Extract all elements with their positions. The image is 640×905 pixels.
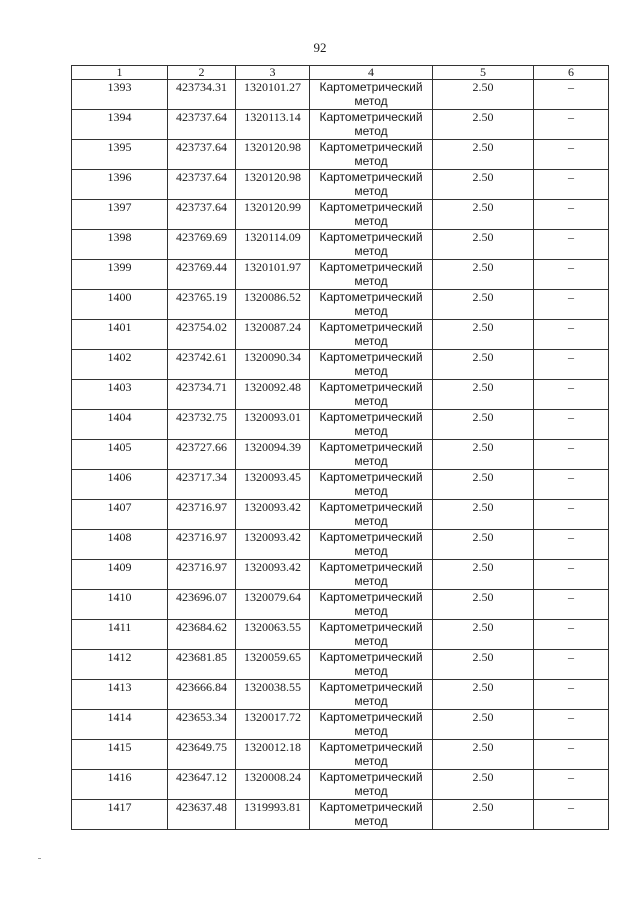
note-cell: – [534,620,609,650]
method-line-2: метод [354,484,388,498]
point-number-cell: 1412 [72,650,168,680]
method-line-1: Картометрический [319,530,423,544]
method-line-1: Картометрический [319,140,423,154]
x-coordinate-cell: 423666.84 [168,680,236,710]
point-number-cell: 1404 [72,410,168,440]
note-cell: – [534,740,609,770]
note-cell: – [534,80,609,110]
point-number-cell: 1399 [72,260,168,290]
method-line-1: Картометрический [319,380,423,394]
method-line-1: Картометрический [319,590,423,604]
method-cell [310,740,433,770]
table-row [72,290,609,320]
note-cell: – [534,200,609,230]
point-number-cell: 1395 [72,140,168,170]
point-number-cell: 1411 [72,620,168,650]
accuracy-cell: 2.50 [433,140,534,170]
note-cell: – [534,290,609,320]
point-number-cell: 1396 [72,170,168,200]
method-line-2: метод [354,814,388,828]
note-cell: – [534,380,609,410]
accuracy-cell: 2.50 [433,170,534,200]
method-cell [310,200,433,230]
column-header: 4 [310,66,433,80]
method-cell [310,770,433,800]
table-row [72,350,609,380]
note-cell: – [534,770,609,800]
point-number-cell: 1400 [72,290,168,320]
x-coordinate-cell: 423737.64 [168,170,236,200]
point-number-cell: 1413 [72,680,168,710]
x-coordinate-cell: 423647.12 [168,770,236,800]
table-row [72,110,609,140]
x-coordinate-cell: 423727.66 [168,440,236,470]
point-number-cell: 1405 [72,440,168,470]
point-number-cell: 1408 [72,530,168,560]
y-coordinate-cell: 1320120.98 [236,170,310,200]
accuracy-cell: 2.50 [433,530,534,560]
note-cell: – [534,350,609,380]
note-cell: – [534,140,609,170]
method-line-1: Картометрический [319,620,423,634]
table-row [72,470,609,500]
accuracy-cell: 2.50 [433,290,534,320]
method-line-2: метод [354,514,388,528]
coordinates-table [71,65,609,830]
table-row [72,770,609,800]
method-cell [310,380,433,410]
method-line-2: метод [354,544,388,558]
y-coordinate-cell: 1320094.39 [236,440,310,470]
point-number-cell: 1410 [72,590,168,620]
y-coordinate-cell: 1320093.42 [236,530,310,560]
method-line-2: метод [354,364,388,378]
x-coordinate-cell: 423754.02 [168,320,236,350]
x-coordinate-cell: 423734.71 [168,380,236,410]
x-coordinate-cell: 423653.34 [168,710,236,740]
method-line-1: Картометрический [319,170,423,184]
table-row [72,200,609,230]
y-coordinate-cell: 1320093.01 [236,410,310,440]
table-row [72,590,609,620]
column-header: 6 [534,66,609,80]
method-line-1: Картометрический [319,470,423,484]
table-row [72,530,609,560]
method-line-2: метод [354,604,388,618]
y-coordinate-cell: 1320113.14 [236,110,310,140]
point-number-cell: 1402 [72,350,168,380]
method-cell [310,110,433,140]
method-line-1: Картометрический [319,680,423,694]
method-line-2: метод [354,124,388,138]
x-coordinate-cell: 423734.31 [168,80,236,110]
note-cell: – [534,470,609,500]
method-line-2: метод [354,154,388,168]
x-coordinate-cell: 423732.75 [168,410,236,440]
method-line-1: Картометрический [319,650,423,664]
method-cell [310,260,433,290]
method-line-2: метод [354,574,388,588]
y-coordinate-cell: 1320063.55 [236,620,310,650]
y-coordinate-cell: 1319993.81 [236,800,310,830]
method-line-1: Картометрический [319,800,423,814]
method-line-1: Картометрический [319,290,423,304]
method-line-1: Картометрический [319,500,423,514]
point-number-cell: 1415 [72,740,168,770]
point-number-cell: 1414 [72,710,168,740]
method-cell [310,620,433,650]
x-coordinate-cell: 423684.62 [168,620,236,650]
note-cell: – [534,320,609,350]
table-row [72,380,609,410]
x-coordinate-cell: 423769.69 [168,230,236,260]
accuracy-cell: 2.50 [433,350,534,380]
method-cell [310,530,433,560]
note-cell: – [534,230,609,260]
method-line-2: метод [354,664,388,678]
accuracy-cell: 2.50 [433,200,534,230]
table-row [72,260,609,290]
method-line-1: Картометрический [319,230,423,244]
method-cell [310,140,433,170]
x-coordinate-cell: 423765.19 [168,290,236,320]
table-row [72,620,609,650]
table-row [72,170,609,200]
note-cell: – [534,560,609,590]
accuracy-cell: 2.50 [433,800,534,830]
y-coordinate-cell: 1320079.64 [236,590,310,620]
x-coordinate-cell: 423681.85 [168,650,236,680]
accuracy-cell: 2.50 [433,470,534,500]
accuracy-cell: 2.50 [433,740,534,770]
y-coordinate-cell: 1320093.42 [236,500,310,530]
method-line-2: метод [354,724,388,738]
method-cell [310,80,433,110]
accuracy-cell: 2.50 [433,110,534,140]
y-coordinate-cell: 1320093.45 [236,470,310,500]
accuracy-cell: 2.50 [433,440,534,470]
method-line-2: метод [354,94,388,108]
point-number-cell: 1417 [72,800,168,830]
method-line-1: Картометрический [319,200,423,214]
x-coordinate-cell: 423716.97 [168,560,236,590]
method-cell [310,320,433,350]
x-coordinate-cell: 423716.97 [168,500,236,530]
note-cell: – [534,650,609,680]
table-row [72,710,609,740]
y-coordinate-cell: 1320008.24 [236,770,310,800]
y-coordinate-cell: 1320012.18 [236,740,310,770]
method-line-2: метод [354,784,388,798]
table-row [72,320,609,350]
method-cell [310,710,433,740]
table-header-row [72,66,609,80]
note-cell: – [534,170,609,200]
note-cell: – [534,590,609,620]
y-coordinate-cell: 1320114.09 [236,230,310,260]
method-line-2: метод [354,424,388,438]
point-number-cell: 1407 [72,500,168,530]
method-cell [310,410,433,440]
method-line-1: Картометрический [319,770,423,784]
method-line-1: Картометрический [319,80,423,94]
accuracy-cell: 2.50 [433,320,534,350]
accuracy-cell: 2.50 [433,590,534,620]
x-coordinate-cell: 423737.64 [168,140,236,170]
method-cell [310,800,433,830]
method-line-1: Картометрический [319,350,423,364]
method-line-2: метод [354,694,388,708]
method-line-2: метод [354,304,388,318]
point-number-cell: 1394 [72,110,168,140]
method-line-1: Картометрический [319,560,423,574]
accuracy-cell: 2.50 [433,710,534,740]
table-row [72,800,609,830]
table-row [72,740,609,770]
x-coordinate-cell: 423737.64 [168,200,236,230]
x-coordinate-cell: 423737.64 [168,110,236,140]
method-cell [310,680,433,710]
accuracy-cell: 2.50 [433,380,534,410]
y-coordinate-cell: 1320120.98 [236,140,310,170]
method-line-1: Картометрический [319,320,423,334]
method-cell [310,350,433,380]
point-number-cell: 1398 [72,230,168,260]
note-cell: – [534,530,609,560]
column-header: 2 [168,66,236,80]
y-coordinate-cell: 1320101.27 [236,80,310,110]
method-line-2: метод [354,454,388,468]
method-line-1: Картометрический [319,410,423,424]
y-coordinate-cell: 1320093.42 [236,560,310,590]
accuracy-cell: 2.50 [433,500,534,530]
table-row [72,680,609,710]
accuracy-cell: 2.50 [433,230,534,260]
table-row [72,440,609,470]
y-coordinate-cell: 1320017.72 [236,710,310,740]
table-row [72,650,609,680]
method-line-2: метод [354,274,388,288]
table-row [72,560,609,590]
page-number: 92 [313,40,327,55]
method-cell [310,290,433,320]
method-line-1: Картометрический [319,260,423,274]
accuracy-cell: 2.50 [433,410,534,440]
y-coordinate-cell: 1320090.34 [236,350,310,380]
accuracy-cell: 2.50 [433,650,534,680]
note-cell: – [534,410,609,440]
note-cell: – [534,680,609,710]
method-cell [310,440,433,470]
method-line-2: метод [354,244,388,258]
table-row [72,410,609,440]
scan-speck [38,858,41,859]
y-coordinate-cell: 1320092.48 [236,380,310,410]
method-cell [310,560,433,590]
y-coordinate-cell: 1320101.97 [236,260,310,290]
method-line-1: Картометрический [319,710,423,724]
point-number-cell: 1393 [72,80,168,110]
method-cell [310,230,433,260]
x-coordinate-cell: 423716.97 [168,530,236,560]
method-line-2: метод [354,184,388,198]
y-coordinate-cell: 1320059.65 [236,650,310,680]
table-row [72,230,609,260]
x-coordinate-cell: 423742.61 [168,350,236,380]
point-number-cell: 1406 [72,470,168,500]
method-cell [310,500,433,530]
point-number-cell: 1416 [72,770,168,800]
x-coordinate-cell: 423637.48 [168,800,236,830]
method-cell [310,650,433,680]
y-coordinate-cell: 1320038.55 [236,680,310,710]
method-line-1: Картометрический [319,110,423,124]
x-coordinate-cell: 423649.75 [168,740,236,770]
method-line-2: метод [354,394,388,408]
method-cell [310,590,433,620]
method-cell [310,170,433,200]
column-header: 3 [236,66,310,80]
accuracy-cell: 2.50 [433,620,534,650]
point-number-cell: 1397 [72,200,168,230]
accuracy-cell: 2.50 [433,80,534,110]
method-line-2: метод [354,334,388,348]
note-cell: – [534,440,609,470]
table-row [72,140,609,170]
table-body [72,80,609,830]
accuracy-cell: 2.50 [433,770,534,800]
method-line-2: метод [354,754,388,768]
accuracy-cell: 2.50 [433,560,534,590]
method-line-2: метод [354,634,388,648]
note-cell: – [534,260,609,290]
y-coordinate-cell: 1320086.52 [236,290,310,320]
note-cell: – [534,500,609,530]
table-row [72,80,609,110]
note-cell: – [534,800,609,830]
method-line-2: метод [354,214,388,228]
note-cell: – [534,710,609,740]
method-line-1: Картометрический [319,440,423,454]
point-number-cell: 1401 [72,320,168,350]
y-coordinate-cell: 1320120.99 [236,200,310,230]
column-header: 5 [433,66,534,80]
point-number-cell: 1409 [72,560,168,590]
accuracy-cell: 2.50 [433,680,534,710]
x-coordinate-cell: 423696.07 [168,590,236,620]
x-coordinate-cell: 423769.44 [168,260,236,290]
x-coordinate-cell: 423717.34 [168,470,236,500]
method-cell [310,470,433,500]
y-coordinate-cell: 1320087.24 [236,320,310,350]
table-row [72,500,609,530]
point-number-cell: 1403 [72,380,168,410]
column-header: 1 [72,66,168,80]
accuracy-cell: 2.50 [433,260,534,290]
note-cell: – [534,110,609,140]
method-line-1: Картометрический [319,740,423,754]
